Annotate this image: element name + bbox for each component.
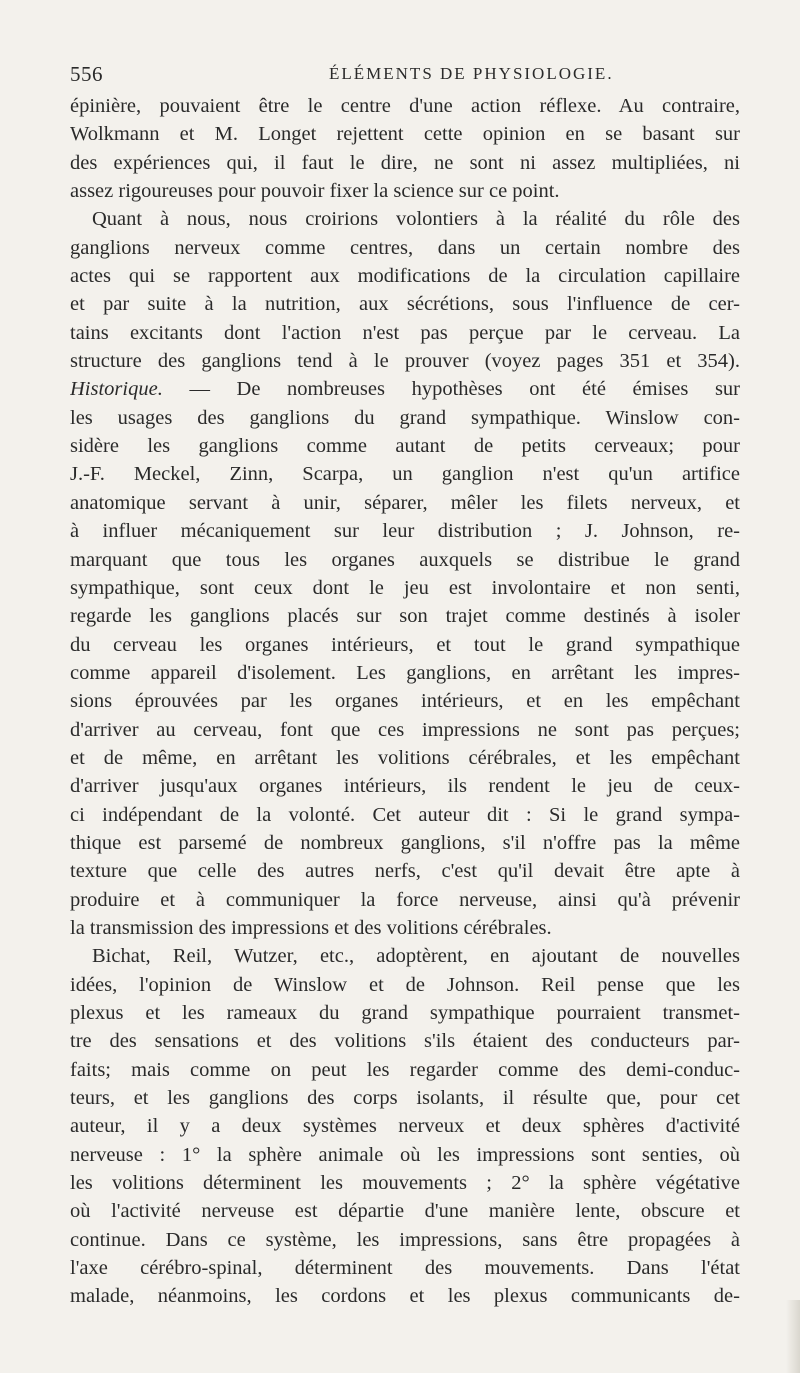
text-line: structure des ganglions tend à le prouver (voyez pages 351 et 354). — [70, 350, 740, 373]
text-line: regarde les ganglions placés sur son trajet comme destinés à isoler — [70, 605, 740, 628]
text-line: tains excitants dont l'action n'est pas perçue par le cerveau. La — [70, 321, 740, 344]
text-line: où l'activité nerveuse est départie d'une manière lente, obscure et — [70, 1200, 740, 1223]
text-line: continue. Dans ce système, les impressions, sans être propagées à — [70, 1228, 740, 1251]
text-line: et par suite à la nutrition, aux sécrétions, sous l'influence de cer- — [70, 293, 740, 316]
text-line: marquant que tous les organes auxquels se distribue le grand — [70, 548, 740, 571]
text-line: sions éprouvées par les organes intérieurs, et en les empêchant — [70, 690, 740, 713]
text-line: du cerveau les organes intérieurs, et tout le grand sympathique — [70, 633, 740, 656]
page-edge-shadow — [786, 1300, 800, 1373]
text-line: comme appareil d'isolement. Les ganglions, en arrêtant les impres- — [70, 661, 740, 684]
text-line: sympathique, sont ceux dont le jeu est involontaire et non senti, — [70, 576, 740, 599]
text-line: Wolkmann et M. Longet rejettent cette opinion en se basant sur — [70, 123, 740, 146]
text-line: épinière, pouvaient être le centre d'une action réflexe. Au contraire, — [70, 95, 740, 117]
text-line: faits; mais comme on peut les regarder comme des demi-conduc- — [70, 1058, 740, 1081]
text-line: et de même, en arrêtant les volitions cérébrales, et les empêchant — [70, 746, 740, 769]
text-line: malade, néanmoins, les cordons et les plexus communicants de- — [70, 1285, 740, 1308]
section-lead-historique: Historique. — [70, 378, 163, 401]
text-line: Bichat, Reil, Wutzer, etc., adoptèrent, en ajoutant de nouvelles — [92, 945, 740, 968]
page-header — [70, 62, 740, 88]
text-line: nerveuse : 1° la sphère animale où les impressions sont senties, où — [70, 1143, 740, 1166]
body-text — [70, 92, 740, 1311]
text-line-rest: — De nombreuses hypothèses ont été émises sur — [189, 378, 740, 401]
text-line: assez rigoureuses pour pouvoir fixer la science sur ce point. — [70, 180, 560, 203]
running-title: ÉLÉMENTS DE PHYSIOLOGIE. — [329, 64, 614, 83]
text-line: des expériences qui, il faut le dire, ne sont ni assez multipliées, ni — [70, 151, 740, 174]
text-line: la transmission des impressions et des volitions cérébrales. — [70, 916, 552, 939]
text-line: l'axe cérébro-spinal, déterminent des mouvements. Dans l'état — [70, 1257, 740, 1280]
text-line: plexus et les rameaux du grand sympathique pourraient transmet- — [70, 1002, 740, 1024]
page-number: 556 — [70, 62, 103, 86]
text-line: les volitions déterminent les mouvements ; 2° la sphère végétative — [70, 1172, 740, 1195]
text-line: tre des sensations et des volitions s'ils étaient des conducteurs par- — [70, 1030, 740, 1053]
text-line-historique — [70, 375, 740, 403]
text-line: J.-F. Meckel, Zinn, Scarpa, un ganglion n'est qu'un artifice — [70, 463, 740, 486]
text-line: sidère les ganglions comme autant de petits cerveaux; pour — [70, 435, 740, 458]
text-line: idées, l'opinion de Winslow et de Johnson. Reil pense que les — [70, 973, 740, 996]
text-line: ci indépendant de la volonté. Cet auteur dit : Si le grand sympa- — [70, 803, 740, 826]
text-line: produire et à communiquer la force nerveuse, ainsi qu'à prévenir — [70, 888, 740, 911]
text-line: texture que celle des autres nerfs, c'est qu'il devait être apte à — [70, 860, 740, 883]
text-line: d'arriver jusqu'aux organes intérieurs, ils rendent le jeu de ceux- — [70, 775, 740, 798]
text-line: ganglions nerveux comme centres, dans un certain nombre des — [70, 236, 740, 259]
text-line: les usages des ganglions du grand sympathique. Winslow con- — [70, 406, 740, 429]
text-line: auteur, il y a deux systèmes nerveux et deux sphères d'activité — [70, 1115, 740, 1138]
text-line: teurs, et les ganglions des corps isolants, il résulte que, pour cet — [70, 1087, 740, 1110]
text-line: thique est parsemé de nombreux ganglions, s'il n'offre pas la même — [70, 831, 740, 854]
text-line: d'arriver au cerveau, font que ces impressions ne sont pas perçues; — [70, 718, 740, 741]
text-line: Quant à nous, nous croirions volontiers à la réalité du rôle des — [92, 208, 740, 231]
text-line: actes qui se rapportent aux modifications de la circulation capillaire — [70, 265, 740, 288]
text-line: anatomique servant à unir, séparer, mêler les filets nerveux, et — [70, 491, 740, 514]
text-line: à influer mécaniquement sur leur distribution ; J. Johnson, re- — [70, 520, 740, 543]
